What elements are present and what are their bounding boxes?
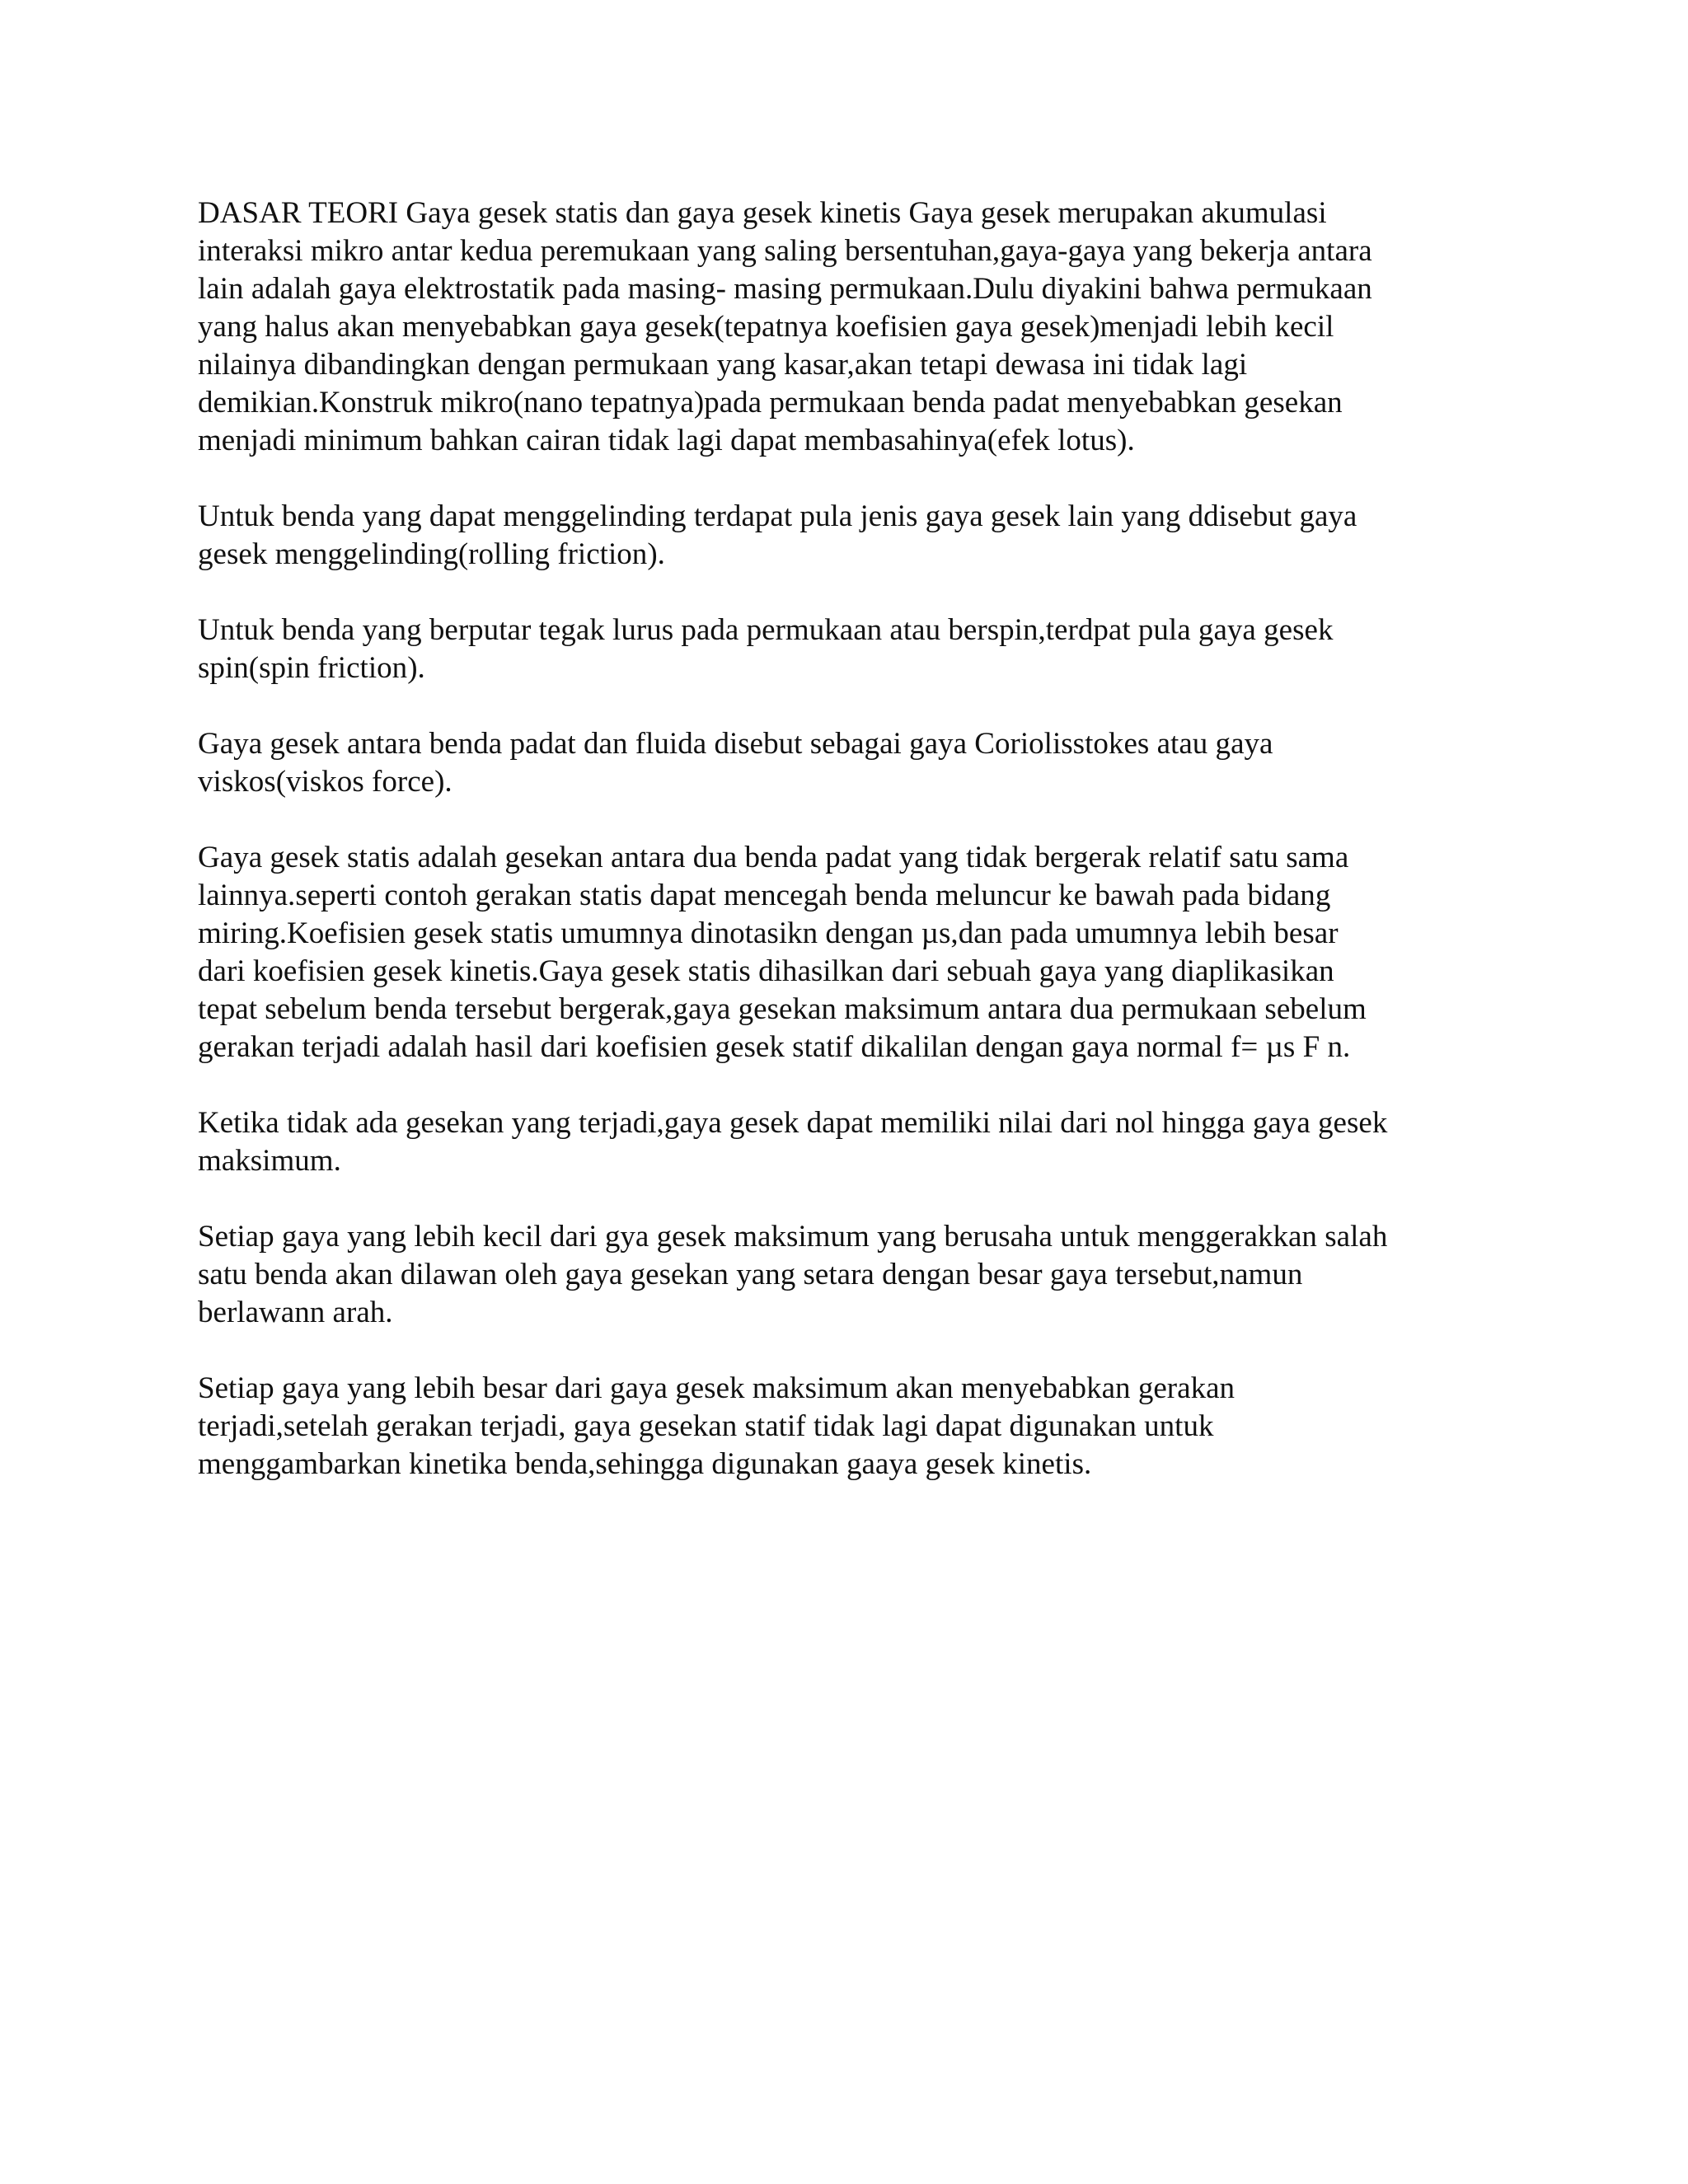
text-line: viskos(viskos force). <box>198 765 452 799</box>
text-line: Untuk benda yang berputar tegak lurus pada permukaan atau berspin,terdpat pula gaya gesek <box>198 613 1334 647</box>
text-line: yang halus akan menyebabkan gaya gesek(tepatnya koefisien gaya gesek)menjadi lebih kecil <box>198 310 1334 344</box>
text-line: menjadi minimum bahkan cairan tidak lagi dapat membasahinya(efek lotus). <box>198 424 1135 457</box>
text-line: gerakan terjadi adalah hasil dari koefisien gesek statif dikalilan dengan gaya normal f= µs F n. <box>198 1030 1351 1064</box>
text-line: Ketika tidak ada gesekan yang terjadi,gaya gesek dapat memiliki nilai dari nol hingga gaya gesek <box>198 1106 1388 1140</box>
text-line: lain adalah gaya elektrostatik pada masing- masing permukaan.Dulu diyakini bahwa permukaan <box>198 272 1372 306</box>
document-body <box>198 194 1500 1521</box>
text-line: dari koefisien gesek kinetis.Gaya gesek statis dihasilkan dari sebuah gaya yang diaplikasikan <box>198 954 1334 988</box>
text-line: Gaya gesek statis adalah gesekan antara dua benda padat yang tidak bergerak relatif satu sama <box>198 841 1349 874</box>
paragraph-intro <box>198 194 1500 460</box>
text-line: berlawann arah. <box>198 1296 393 1329</box>
text-line: gesek menggelinding(rolling friction). <box>198 537 665 571</box>
text-line: satu benda akan dilawan oleh gaya gesekan yang setara dengan besar gaya tersebut,namun <box>198 1258 1303 1291</box>
text-line: menggambarkan kinetika benda,sehingga digunakan gaaya gesek kinetis. <box>198 1447 1092 1481</box>
text-line: Untuk benda yang dapat menggelinding terdapat pula jenis gaya gesek lain yang ddisebut gaya <box>198 499 1357 533</box>
text-line: interaksi mikro antar kedua peremukaan yang saling bersentuhan,gaya-gaya yang bekerja antara <box>198 234 1372 268</box>
text-line: Setiap gaya yang lebih besar dari gaya gesek maksimum akan menyebabkan gerakan <box>198 1371 1236 1405</box>
text-line: maksimum. <box>198 1144 341 1178</box>
paragraph-larger-force <box>198 1370 1500 1483</box>
paragraph-no-friction <box>198 1104 1500 1180</box>
text-line: miring.Koefisien gesek statis umumnya dinotasikn dengan µs,dan pada umumnya lebih besar <box>198 916 1339 950</box>
paragraph-spin-friction <box>198 612 1500 687</box>
text-line: nilainya dibandingkan dengan permukaan yang kasar,akan tetapi dewasa ini tidak lagi <box>198 348 1248 382</box>
paragraph-smaller-force <box>198 1218 1500 1332</box>
text-line: spin(spin friction). <box>198 651 425 685</box>
text-line: Gaya gesek antara benda padat dan fluida disebut sebagai gaya Coriolisstokes atau gaya <box>198 727 1273 761</box>
text-line: lainnya.seperti contoh gerakan statis dapat mencegah benda meluncur ke bawah pada bidang <box>198 879 1331 912</box>
paragraph-viscous-force <box>198 725 1500 801</box>
text-line: DASAR TEORI Gaya gesek statis dan gaya gesek kinetis Gaya gesek merupakan akumulasi <box>198 196 1327 230</box>
text-line: terjadi,setelah gerakan terjadi, gaya gesekan statif tidak lagi dapat digunakan untuk <box>198 1409 1214 1443</box>
text-line: tepat sebelum benda tersebut bergerak,gaya gesekan maksimum antara dua permukaan sebelum <box>198 992 1367 1026</box>
text-line: Setiap gaya yang lebih kecil dari gya gesek maksimum yang berusaha untuk menggerakkan salah <box>198 1220 1388 1254</box>
text-line: demikian.Konstruk mikro(nano tepatnya)pada permukaan benda padat menyebabkan gesekan <box>198 386 1343 419</box>
paragraph-rolling-friction <box>198 498 1500 574</box>
paragraph-static-friction <box>198 839 1500 1066</box>
